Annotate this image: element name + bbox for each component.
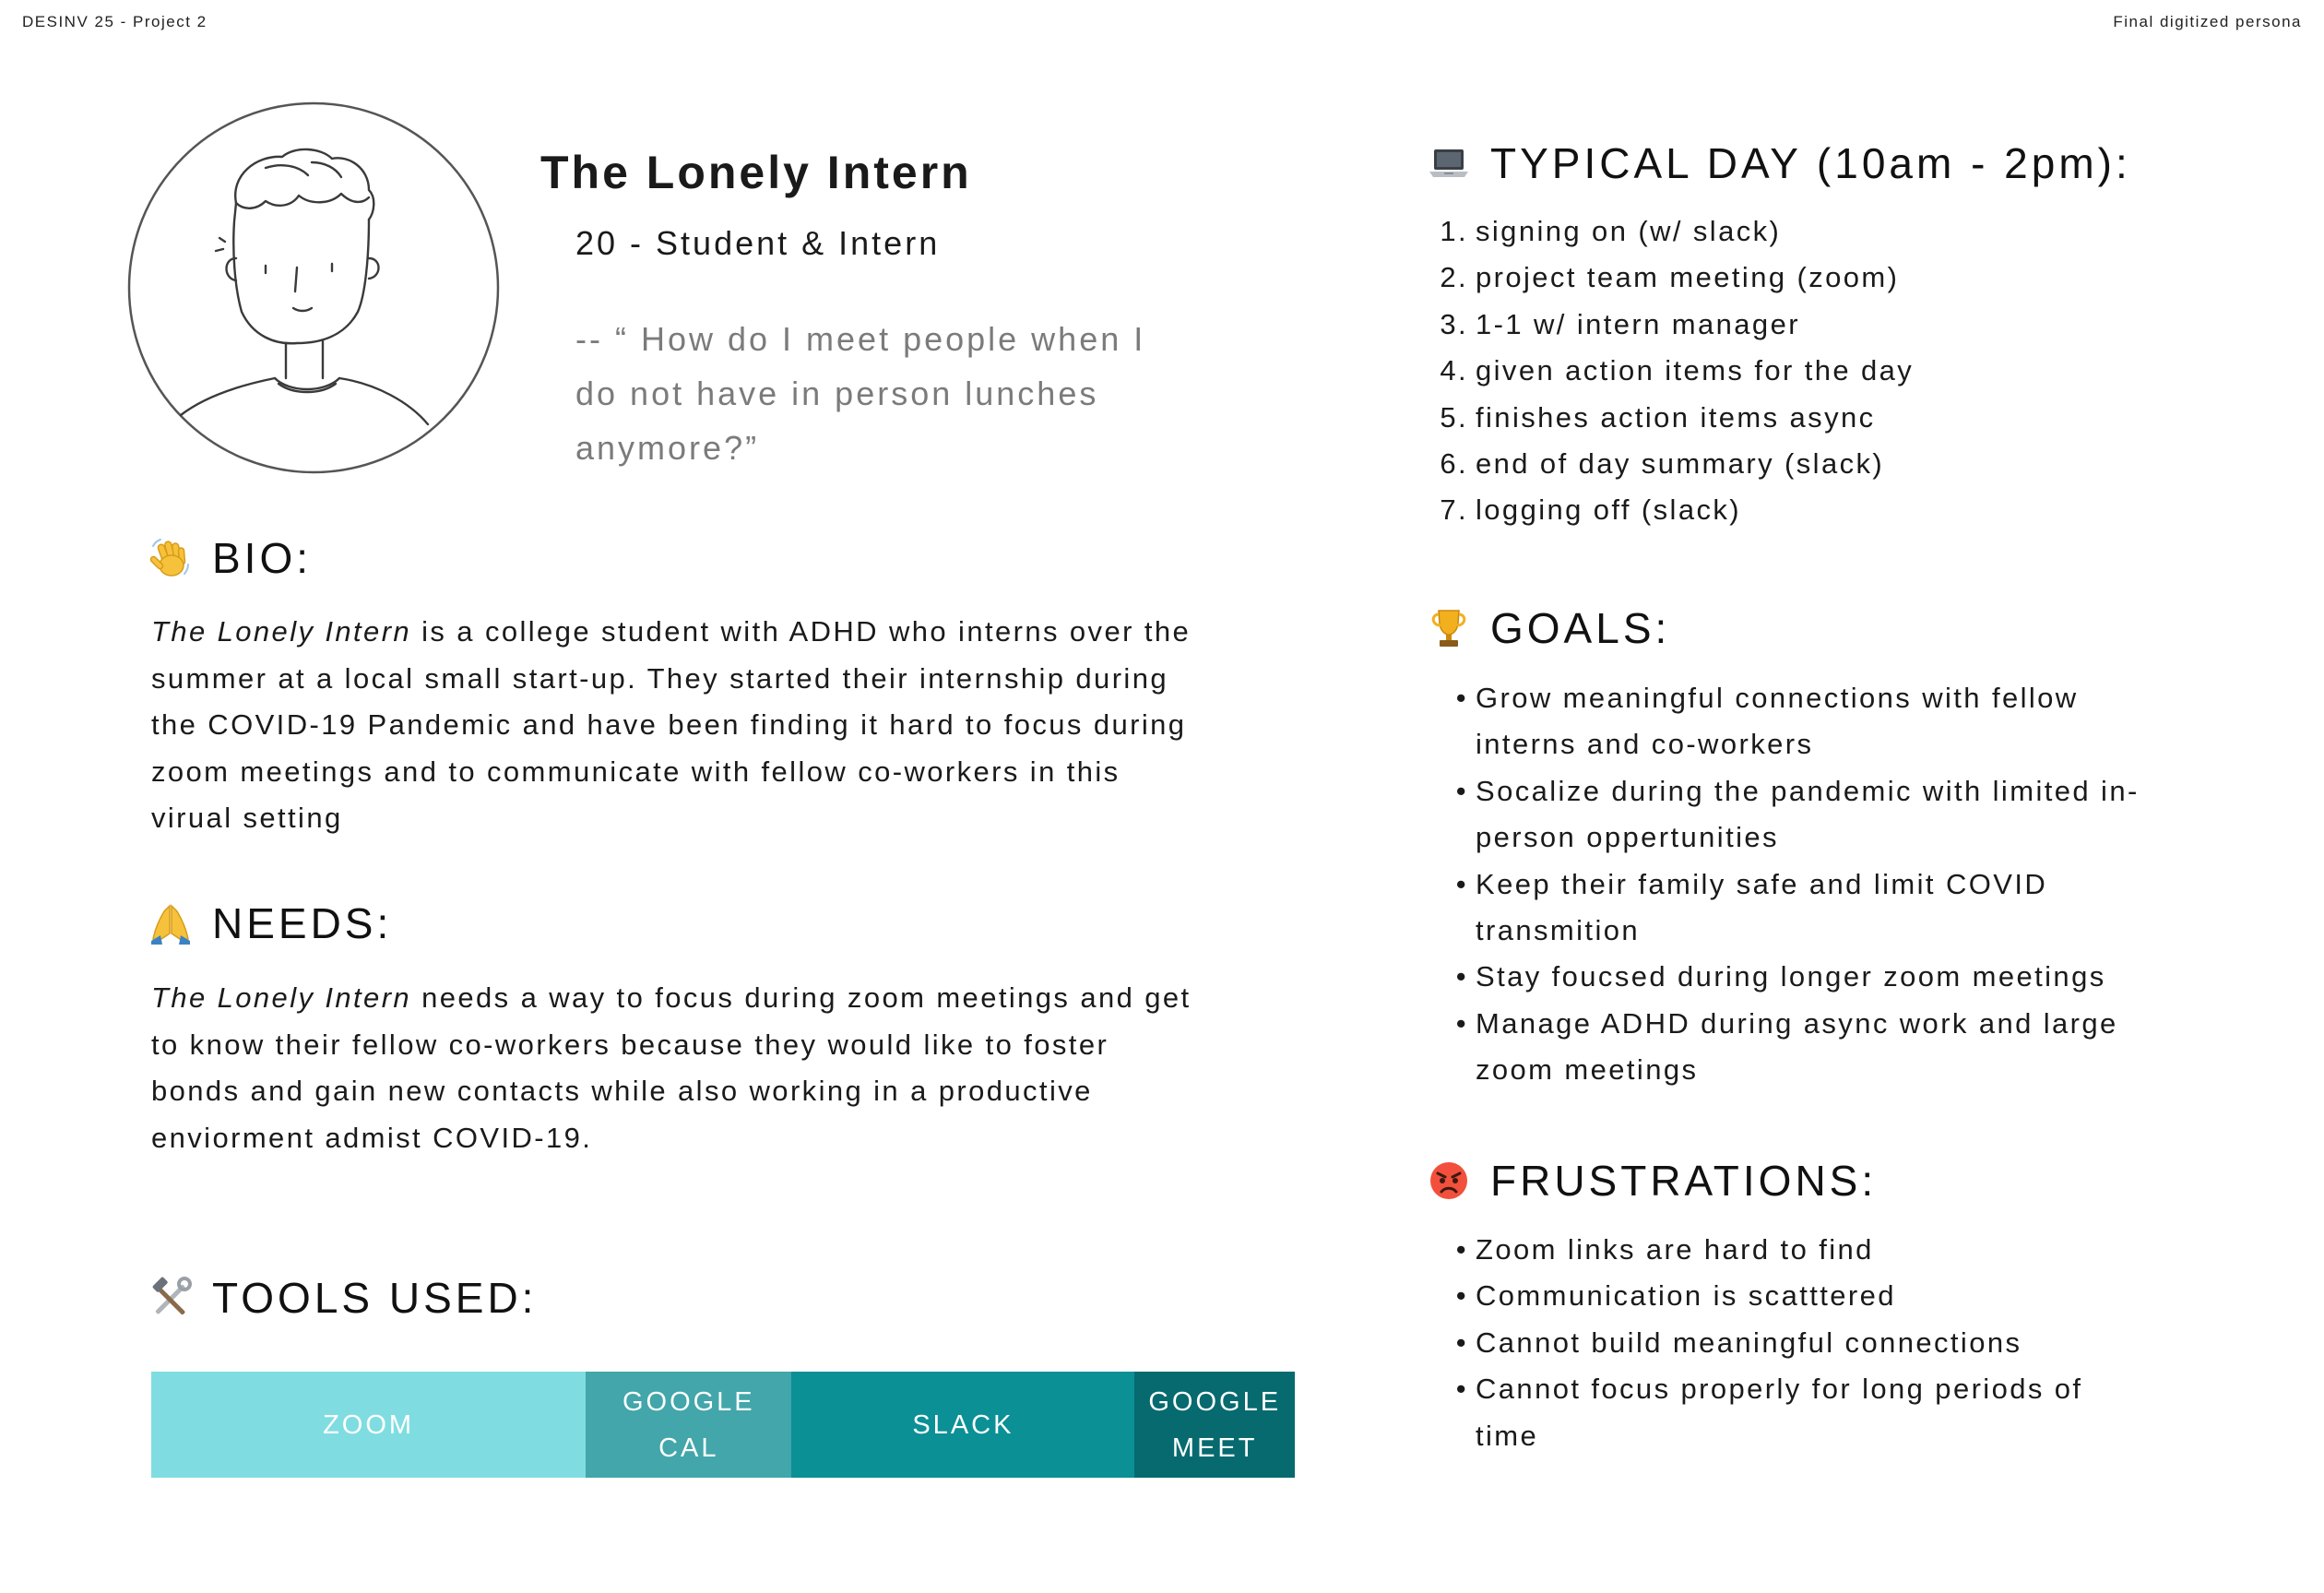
tools-heading-text: TOOLS USED: [212, 1274, 538, 1322]
bio-paragraph [151, 609, 1193, 842]
bullet: • [1455, 1006, 1468, 1040]
list-item-text: Cannot focus properly for long periods of time [1476, 1373, 2083, 1452]
list-number: 4. [1440, 354, 1468, 387]
list-item [1428, 768, 2140, 862]
bio-lead: The Lonely Intern [151, 615, 412, 648]
list-item [1428, 1366, 2140, 1459]
tool-google-meet-label: GOOGLE MEET [1148, 1386, 1282, 1463]
list-item-text: Zoom links are hard to find [1476, 1233, 1874, 1266]
list-item [1428, 862, 2140, 955]
typical-day-heading-text: TYPICAL DAY (10am - 2pm): [1490, 139, 2131, 187]
tool-zoom-label: ZOOM [323, 1409, 415, 1440]
tools-bar [151, 1372, 1295, 1478]
needs-paragraph [151, 975, 1193, 1161]
tool-google-meet [1134, 1372, 1295, 1478]
frustrations-heading-text: FRUSTRATIONS: [1490, 1157, 1878, 1205]
list-item [1428, 954, 2140, 1000]
list-number: 1. [1440, 215, 1468, 247]
bullet: • [1455, 867, 1468, 900]
list-item [1428, 1227, 2140, 1273]
list-item-text: Cannot build meaningful connections [1476, 1326, 2022, 1359]
list-item-text: Socalize during the pandemic with limited in-person oppertunities [1476, 774, 2140, 854]
bullet: • [1455, 682, 1468, 714]
needs-heading-text: NEEDS: [212, 899, 393, 947]
list-number: 7. [1440, 493, 1468, 527]
hammer-and-wrench-icon [149, 1277, 192, 1319]
tool-slack [791, 1372, 1134, 1478]
goals-heading [1428, 603, 1670, 653]
frustrations-heading [1428, 1156, 1877, 1206]
laptop-icon [1428, 142, 1470, 184]
folded-hands-icon [149, 902, 192, 945]
frustrations-list [1428, 1227, 2140, 1459]
needs-body: needs a way to focus during zoom meetings and get to know their fellow co-workers because they would like to foster bonds and gain new contacts while also working in a productive enviorment admist COVID-19. [151, 981, 1192, 1154]
needs-lead: The Lonely Intern [151, 981, 412, 1014]
waving-hand-icon [149, 537, 192, 579]
bullet: • [1455, 1279, 1468, 1313]
list-item [1428, 302, 2140, 348]
list-item-text: end of day summary (slack) [1476, 447, 1885, 481]
tool-slack-label: SLACK [912, 1409, 1014, 1440]
list-item-text: logging off (slack) [1476, 493, 1741, 527]
header-page-label: Final digitized persona [2113, 13, 2302, 30]
list-item-text: finishes action items async [1476, 400, 1876, 434]
list-item [1428, 441, 2140, 487]
list-item [1428, 1273, 2140, 1319]
tool-google-cal [586, 1372, 791, 1478]
trophy-icon [1428, 607, 1470, 649]
list-item [1428, 1320, 2140, 1366]
goals-list [1428, 675, 2140, 1094]
needs-heading [149, 898, 392, 948]
list-item-text: Stay foucsed during longer zoom meetings [1476, 960, 2106, 993]
tool-google-cal-label: GOOGLE CAL [622, 1386, 755, 1463]
list-item-text: Manage ADHD during async work and large zoom meetings [1476, 1006, 2118, 1087]
list-number: 6. [1440, 447, 1468, 481]
list-item-text: Communication is scatttered [1476, 1279, 1896, 1313]
list-item-text: signing on (w/ slack) [1476, 215, 1782, 247]
list-item [1428, 395, 2140, 441]
persona-quote: -- “ How do I meet people when I do not have in person lunches anymore?” [575, 320, 1146, 467]
header-project-label: DESINV 25 - Project 2 [22, 13, 208, 30]
avatar-sketch-icon [127, 101, 500, 474]
list-number: 5. [1440, 400, 1468, 434]
list-item-text: Keep their family safe and limit COVID transmition [1476, 867, 2048, 947]
bullet: • [1455, 1373, 1468, 1406]
angry-face-icon [1428, 1159, 1470, 1202]
typical-day-list [1428, 208, 2140, 534]
bullet: • [1455, 1326, 1468, 1359]
bio-body: is a college student with ADHD who interns over the summer at a local small start-up. They started their internship during the COVID-19 Pandemic and have been finding it hard to focus during zoom meetings and to communicate with fellow co-workers in this virual setting [151, 615, 1192, 834]
list-item-text: Grow meaningful connections with fellow interns and co-workers [1476, 682, 2079, 761]
list-item [1428, 255, 2140, 301]
list-item [1428, 487, 2140, 533]
list-item-text: project team meeting (zoom) [1476, 261, 1900, 294]
bullet: • [1455, 1233, 1468, 1266]
list-item [1428, 1001, 2140, 1094]
list-number: 3. [1440, 307, 1468, 340]
list-item [1428, 675, 2140, 768]
bullet: • [1455, 774, 1468, 807]
list-item-text: 1-1 w/ intern manager [1476, 307, 1800, 340]
persona-name: The Lonely Intern [540, 147, 972, 198]
tools-heading [149, 1273, 537, 1323]
bio-heading [149, 533, 312, 583]
typical-day-heading [1428, 138, 2131, 188]
goals-heading-text: GOALS: [1490, 604, 1671, 652]
list-item-text: given action items for the day [1476, 354, 1915, 387]
persona-subtitle: 20 - Student & Intern [575, 224, 941, 262]
list-number: 2. [1440, 261, 1468, 294]
list-item [1428, 208, 2140, 255]
bio-heading-text: BIO: [212, 534, 313, 582]
tool-zoom [151, 1372, 586, 1478]
avatar [127, 101, 500, 474]
bullet: • [1455, 960, 1468, 993]
list-item [1428, 348, 2140, 394]
